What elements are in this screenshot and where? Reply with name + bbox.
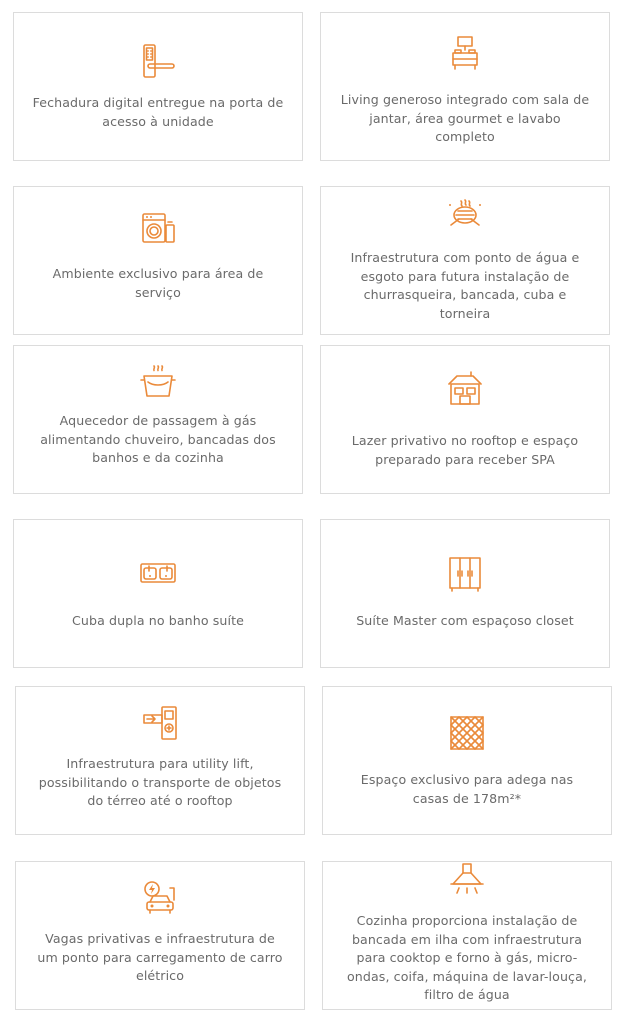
ev-charger-icon [140,878,180,918]
feature-label: Ambiente exclusivo para área de serviço [52,266,264,300]
closet-icon [445,554,485,594]
digital-lock-icon [138,41,178,81]
feature-label: Fechadura digital entregue na porta de acesso à unidade [32,95,284,129]
feature-label: Living generoso integrado com sala de jantar, área gourmet e lavabo completo [340,92,590,144]
feature-card [13,12,303,161]
feature-label: Infraestrutura para utility lift, possibilitando o transporte de objetos do térreo até o rooftop [38,756,282,808]
utility-lift-icon [140,703,180,743]
wine-cellar-icon [447,713,487,753]
kitchen-hood-icon [447,862,487,902]
feature-card [320,12,610,161]
feature-label: Espaço exclusivo para adega nas casas de 178m²* [360,772,574,806]
water-heater-icon [138,362,178,402]
barbecue-icon [445,195,485,235]
feature-label: Aquecedor de passagem à gás alimentando chuveiro, bancadas dos banhos e da cozinha [40,413,276,465]
feature-label: Lazer privativo no rooftop e espaço preparado para receber SPA [351,433,579,467]
feature-label: Suíte Master com espaçoso closet [356,613,574,628]
rooftop-spa-icon [445,370,485,410]
feature-card [13,345,303,494]
double-sink-icon [138,554,178,594]
feature-card [13,519,303,668]
living-room-icon [445,33,485,73]
feature-card [322,686,612,835]
feature-card [13,186,303,335]
feature-label: Infraestrutura com ponto de água e esgoto para futura instalação de churrasqueira, bancada, cuba e torneira [350,250,580,321]
feature-card [15,686,305,835]
feature-card [320,186,610,335]
washing-machine-icon [138,209,178,249]
feature-card [322,861,612,1010]
feature-label: Vagas privativas e infraestrutura de um ponto para carregamento de carro elétrico [37,931,283,983]
feature-card [320,519,610,668]
feature-card [15,861,305,1010]
feature-label: Cozinha proporciona instalação de bancada em ilha com infraestrutura para cooktop e forno à gás, micro-ondas, coifa, máquina de lavar-louça, filtro de água [347,913,587,1002]
feature-card [320,345,610,494]
feature-label: Cuba dupla no banho suíte [72,613,244,628]
